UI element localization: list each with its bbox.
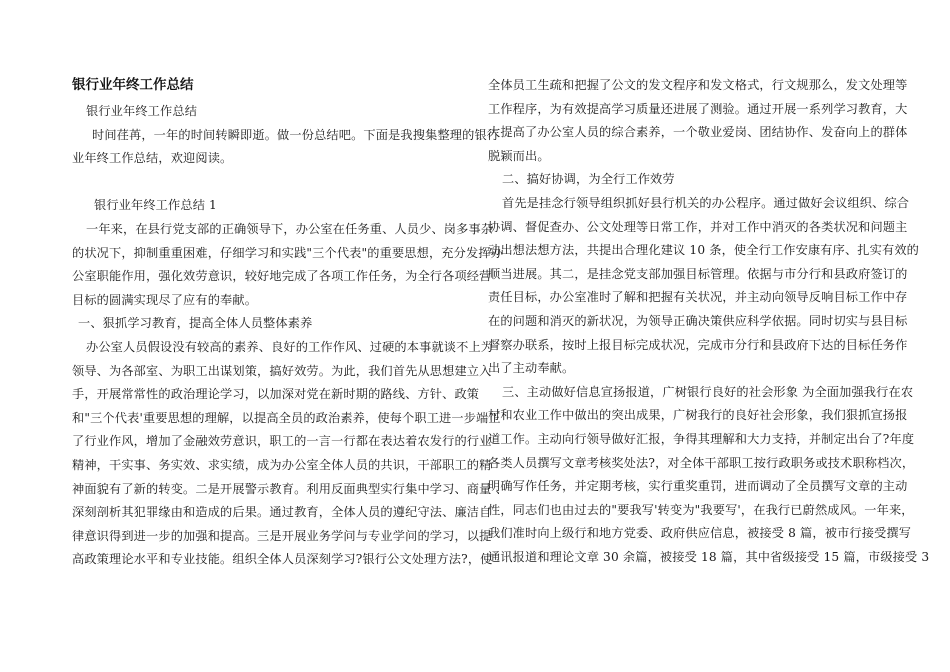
text-line: 时间荏苒，一年的时间转瞬即逝。做一份总结吧。下面是我搜集整理的银行 <box>92 127 500 142</box>
text-line: 领导、为各部室、为职工出谋划策，搞好效劳。为此，我们首先从思想建立入 <box>72 363 492 378</box>
text-line: 一、狠抓学习教育，提高全体人员整体素养 <box>78 316 313 331</box>
text-line: 公室职能作用，强化效劳意识，较好地完成了各项工作任务，为全行各项经营 <box>72 269 492 284</box>
text-line: 脱颖而出。 <box>488 148 550 163</box>
text-line: 协调、督促查办、公文处理等日常工作，并对工作中消灭的各类状况和问题主 <box>488 219 908 234</box>
text-line: 二、搞好协调，为全行工作效劳 <box>502 172 675 187</box>
text-line: 深刻剖析其犯罪缘由和造成的后果。通过教育，全体人员的遵纪守法、廉洁自 <box>72 505 492 520</box>
text-line: 顺当进展。其二，是挂念党支部加强目标管理。依据与市分行和县政府签订的 <box>488 266 908 281</box>
right-column-text <box>488 74 930 569</box>
left-column <box>72 74 508 572</box>
text-line: 大提高了办公室人员的综合素养，一个敬业爱岗、团结协作、发奋向上的群体 <box>488 125 908 140</box>
text-line: 村和农业工作中做出的突出成果，广树我行的良好社会形象，我们狠抓宣扬报 <box>488 408 908 423</box>
text-line: 高政策理论水平和专业技能。组织全体人员深刻学习?银行公文处理方法?，使 <box>72 552 493 567</box>
left-column-text <box>72 100 508 572</box>
text-line: 动出想法想方法，共提出合理化建议 10 条，使全行工作安康有序、扎实有效的 <box>488 243 919 258</box>
text-line: 律意识得到进一步的加强和提高。三是开展业务学问与专业学问的学习，以提 <box>72 528 492 543</box>
text-line: 手，开展常常性的政治理论学习，以加深对党在新时期的路线、方针、政策 <box>72 387 480 402</box>
text-line: 道工作。主动向行领导做好汇报，争得其理解和大力支持，并制定出台了?年度 <box>488 431 915 446</box>
text-line: 出了主动奉献。 <box>488 361 575 376</box>
text-line: 的状况下，抑制重重困难，仔细学习和实践"三个代表"的重要思想，充分发挥办 <box>72 245 503 260</box>
text-line: 在的问题和消灭的新状况，为领导正确决策供应科学依据。同时切实与县目标 <box>488 313 908 328</box>
text-line: 精神，干实事、务实效、求实绩，成为办公室全体人员的共识，干部职工的精 <box>72 457 492 472</box>
document-title: 银行业年终工作总结 <box>72 77 194 93</box>
text-line: 业年终工作总结，欢迎阅读。 <box>72 151 233 166</box>
blank-line <box>72 171 464 195</box>
text-line: 目标的圆满实现尽了应有的奉献。 <box>72 292 258 307</box>
text-line: 各类人员撰写文章考核奖处法?，对全体干部职工按行政职务或技术职称档次， <box>488 455 915 470</box>
text-line: 我们准时向上级行和地方党委、政府供应信息，被接受 8 篇，被市行接受撰写 <box>488 526 912 541</box>
text-line: 银行业年终工作总结 <box>86 104 198 118</box>
text-line: 三、主动做好信息宣扬报道，广树银行良好的社会形象 为全面加强我行在农 <box>502 384 914 399</box>
right-column <box>488 74 930 569</box>
text-line: 和"三个代表'重要思想的理解，以提高全员的政治素养，使每个职工进一步端正 <box>72 410 501 425</box>
text-line: 责任目标，办公室准时了解和把握有关状况，并主动向领导反响目标工作中存 <box>488 290 908 305</box>
text-line: 性，同志们也由过去的"要我写'转变为"我要写'，在我行已蔚然成风。一年来， <box>488 502 914 517</box>
text-line: 全体员工生疏和把握了公文的发文程序和发文格式，行文规那么，发文处理等 <box>488 78 908 92</box>
text-line: 明确写作任务，并定期考核，实行重奖重罚，进而调动了全员撰写文章的主动 <box>488 479 908 494</box>
text-line: 办公室人员假设没有较高的素养、良好的工作作风、过硬的本事就谈不上为 <box>86 339 494 354</box>
text-line: 首先是挂念行领导组织抓好县行机关的办公程序。通过做好会议组织、综合 <box>502 195 910 210</box>
text-line: 了行业作风，增加了金融效劳意识，职工的一言一行都在表达着农发行的行业 <box>72 434 492 449</box>
text-line: 神面貌有了新的转变。二是开展警示教育。利用反面典型实行集中学习、商量 、 <box>72 481 508 496</box>
text-line: 通讯报道和理论文章 30 余篇，被接受 18 篇，其中省级接受 15 篇，市级接受 3 <box>488 549 930 564</box>
text-line: 工作程序，为有效提高学习质量还进展了测验。通过开展一系列学习教育，大 <box>488 101 908 116</box>
text-line: 一年来，在县行党支部的正确领导下，办公室在任务重、人员少、岗多事杂 <box>86 221 494 236</box>
text-line: 督察办联系，按时上报目标完成状况，完成市分行和县政府下达的目标任务作 <box>488 337 908 352</box>
text-line: 银行业年终工作总结 1 <box>94 198 217 213</box>
